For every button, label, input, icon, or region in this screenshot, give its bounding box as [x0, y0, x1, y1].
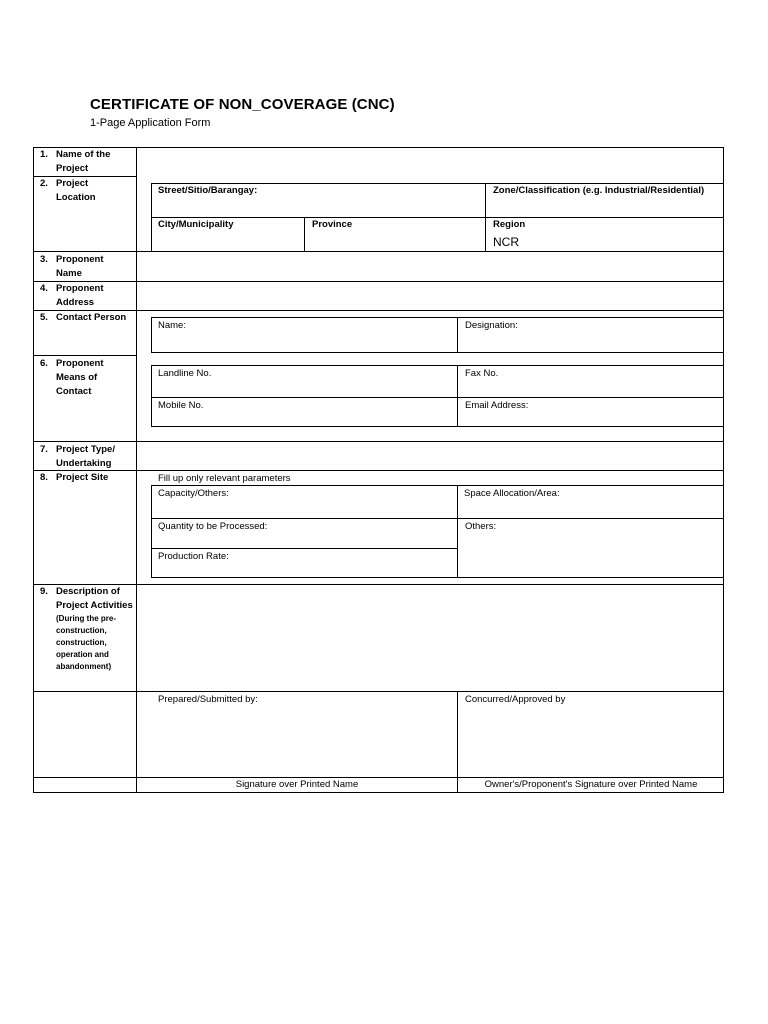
fax-field[interactable]: Fax No.: [465, 368, 499, 379]
row-divider: [33, 691, 724, 692]
row-label-text: Project Location: [56, 178, 96, 203]
region-field[interactable]: Region: [493, 219, 526, 230]
row-number: 5.: [40, 312, 48, 323]
capacity-field[interactable]: Capacity/Others:: [158, 488, 229, 499]
means-divider: [151, 397, 724, 398]
form-title: CERTIFICATE OF NON_COVERAGE (CNC): [90, 96, 395, 113]
zone-field[interactable]: Zone/Classification (e.g. Industrial/Residential): [493, 185, 705, 196]
signature-divider: [457, 691, 458, 793]
location-divider: [304, 217, 305, 252]
row-divider: [33, 777, 724, 778]
region-value: NCR: [493, 235, 519, 249]
row-number: 9.: [40, 586, 48, 597]
form-subtitle: 1-Page Application Form: [90, 117, 211, 129]
location-divider: [485, 183, 486, 252]
province-field[interactable]: Province: [312, 219, 353, 230]
row-label-text: Contact Person: [56, 312, 127, 323]
location-divider: [151, 217, 724, 218]
contact-person-subtable: [151, 317, 724, 353]
row-number: 2.: [40, 178, 48, 189]
row-label-text: Name of the Project: [56, 149, 111, 174]
proponent-address-field[interactable]: [137, 282, 723, 310]
production-rate-field[interactable]: Production Rate:: [158, 551, 229, 562]
contact-divider: [457, 317, 458, 353]
signature-caption-right: Owner's/Proponent's Signature over Printed Name: [484, 779, 698, 790]
row-label-text: Project Site: [56, 472, 109, 483]
landline-field[interactable]: Landline No.: [158, 368, 212, 379]
row-number: 1.: [40, 149, 48, 160]
project-name-field[interactable]: [137, 148, 723, 176]
row-number: 3.: [40, 254, 48, 265]
email-field[interactable]: Email Address:: [465, 400, 529, 411]
row-number: 7.: [40, 444, 48, 455]
means-of-contact-subtable: [151, 365, 724, 427]
designation-field[interactable]: Designation:: [465, 320, 518, 331]
row-label-text: [56, 585, 136, 673]
street-field[interactable]: Street/Sitio/Barangay:: [158, 185, 258, 196]
project-type-field[interactable]: [137, 442, 723, 470]
row-divider: [33, 355, 137, 356]
description-label: Description of Project Activities: [56, 586, 133, 611]
proponent-name-field[interactable]: [137, 252, 723, 281]
space-allocation-field[interactable]: Space Allocation/Area:: [464, 488, 560, 499]
description-note: (During the pre-construction, construction, operation and abandonment): [56, 614, 116, 671]
row-label-text: Proponent Address: [56, 283, 104, 308]
means-divider: [457, 365, 458, 427]
signature-caption-left: Signature over Printed Name: [235, 779, 359, 790]
prepared-by-field[interactable]: Prepared/Submitted by:: [158, 694, 258, 705]
site-divider: [151, 548, 458, 549]
row-number: 8.: [40, 472, 48, 483]
city-field[interactable]: City/Municipality: [158, 219, 234, 230]
quantity-field[interactable]: Quantity to be Processed:: [158, 521, 268, 532]
description-field[interactable]: [137, 585, 723, 691]
others-field[interactable]: Others:: [465, 521, 497, 532]
row-number: 4.: [40, 283, 48, 294]
row-label-text: Proponent Means of Contact: [56, 358, 104, 397]
mobile-field[interactable]: Mobile No.: [158, 400, 204, 411]
row-divider: [33, 470, 724, 471]
contact-name-field[interactable]: Name:: [158, 320, 186, 331]
site-divider: [151, 518, 724, 519]
concurred-by-field[interactable]: Concurred/Approved by: [465, 694, 566, 705]
row-label-text: Proponent Name: [56, 254, 104, 279]
row-number: 6.: [40, 358, 48, 369]
site-divider: [457, 485, 458, 578]
site-instruction: Fill up only relevant parameters: [158, 473, 291, 484]
row-label-text: Project Type/ Undertaking: [56, 444, 115, 469]
